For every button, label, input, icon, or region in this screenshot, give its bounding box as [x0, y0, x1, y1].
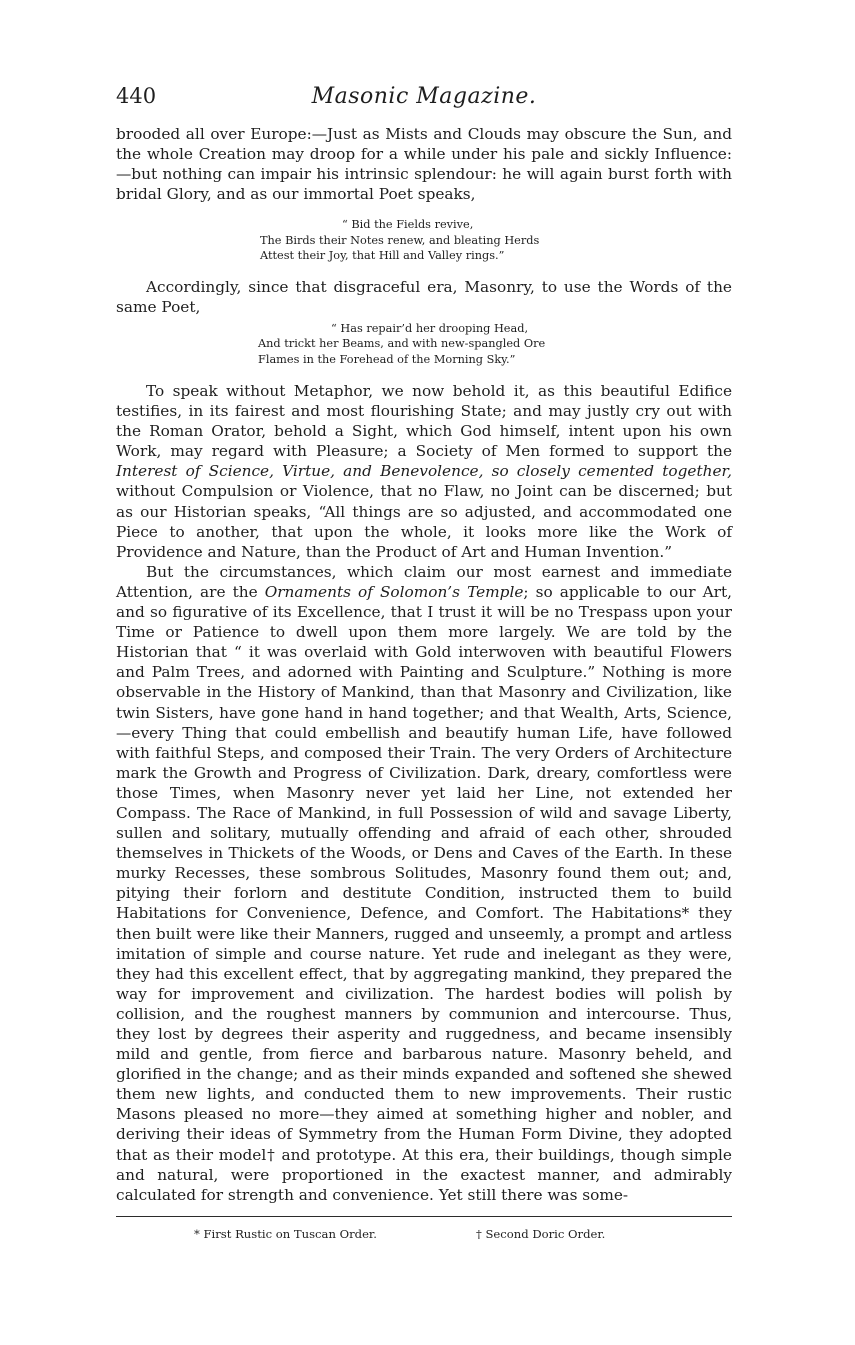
italic-text-run: Interest of Science, Virtue, and Benevolence, so closely cemented together,	[116, 462, 732, 481]
quote-line: “ Bid the Fields revive,	[342, 218, 474, 232]
text-run: without Compulsion or Violence, that no Flaw, no Joint can be discerned; but as our Historian speaks, “All things are so adjusted, and accommodated one Piece to another, that upon the whole, it looks more like the Work of Providence and Nature, than the Product of Art and Human Invention.”	[116, 482, 732, 561]
text-run: To speak without Metaphor, we now behold it, as this beautiful Edifice testifies, in its fairest and most flourishing State; and may justly cry out with the Roman Orator, behold a Sight, which God himself, intent upon his own Work, may regard with Pleasure; a Society of Men formed to support the	[116, 382, 732, 461]
poem-quote-1	[260, 217, 732, 263]
paragraph-4	[116, 562, 732, 1205]
footnote-second: † Second Doric Order.	[476, 1226, 606, 1241]
italic-text-run: Ornaments of Solomon’s Temple	[264, 582, 524, 601]
quote-line: Flames in the Forehead of the Morning Sky.”	[258, 352, 516, 366]
article-body	[116, 124, 732, 1205]
quote-line: And trickt her Beams, and with new-spangled Ore	[258, 337, 546, 351]
quote-line: Attest their Joy, that Hill and Valley rings.”	[260, 249, 505, 263]
poem-quote-2	[258, 321, 732, 367]
quote-line: The Birds their Notes renew, and bleating Herds	[260, 233, 540, 247]
footnote-first: * First Rustic on Tuscan Order.	[194, 1226, 377, 1241]
page-number: 440	[116, 84, 157, 108]
quote-line: “ Has repair’d her drooping Head,	[331, 321, 529, 335]
paragraph-1: brooded all over Europe:—Just as Mists and Clouds may obscure the Sun, and the whole Creation may droop for a while under his pale and sickly Influence:—but nothing can impair his intrinsic splendour: he will again burst forth with bridal Glory, and as our immortal Poet speaks,	[116, 125, 732, 204]
page	[116, 84, 732, 1247]
paragraph-3	[116, 381, 732, 562]
running-title: Masonic Magazine.	[311, 84, 537, 109]
text-run: ; so applicable to our Art, and so figurative of its Excellence, that I trust it will be no Trespass upon your Time or Patience to dwell upon them more largely. We are told by the Historian that “ it was overlaid with Gold interwoven with beautiful Flowers and Palm Trees, and adorned with Painting and Sculpture.” Nothing is more observable in the History of Mankind, than that Masonry and Civilization, like twin Sisters, have gone hand in hand together; and that Wealth, Arts, Science,—every Thing that could embellish and beautify human Life, have followed with faithful Steps, and composed their Train. The very Orders of Architecture mark the Growth and Progress of Civilization. Dark, dreary, comfortless were those Times, when Masonry never yet laid her Line, not extended her Compass. The Race of Mankind, in full Possession of wild and savage Liberty, sullen and solitary, mutually offending and afraid of each other, shrouded themselves in Thickets of the Woods, or Dens and Caves of the Earth. In these murky Recesses, these sombrous Solitudes, Masonry found them out; and, pitying their forlorn and destitute Condition, instructed them to build Habitations for Convenience, Defence, and Comfort. The Habitations* they then built were like their Manners, rugged and unseemly, a prompt and artless imitation of simple and course nature. Yet rude and inelegant as they were, they had this excellent effect, that by aggregating mankind, they prepared the way for improvement and civilization. The hardest bodies will polish by collision, and the roughest manners by communion and intercourse. Thus, they lost by degrees their asperity and ruggedness, and became insensibly mild and gentle, from fierce and barbarous nature. Masonry beheld, and glorified in the change; and as their minds expanded and softened she shewed them new lights, and conducted them to new improvements. Their rustic Masons pleased no more—they aimed at something higher and nobler, and deriving their ideas of Symmetry from the Human Form Divine, they adopted that as their model† and prototype. At this era, their buildings, though simple and natural, were proportioned in the exactest manner, and admirably calculated for strength and convenience. Yet still there was some-	[116, 582, 732, 1204]
page-header	[116, 84, 732, 124]
text-run: But the circumstances, which claim our most earnest and immediate Attention, are the	[116, 562, 732, 601]
footnotes	[116, 1217, 732, 1247]
paragraph-2: Accordingly, since that disgraceful era, Masonry, to use the Words of the same Poet,	[116, 277, 732, 316]
